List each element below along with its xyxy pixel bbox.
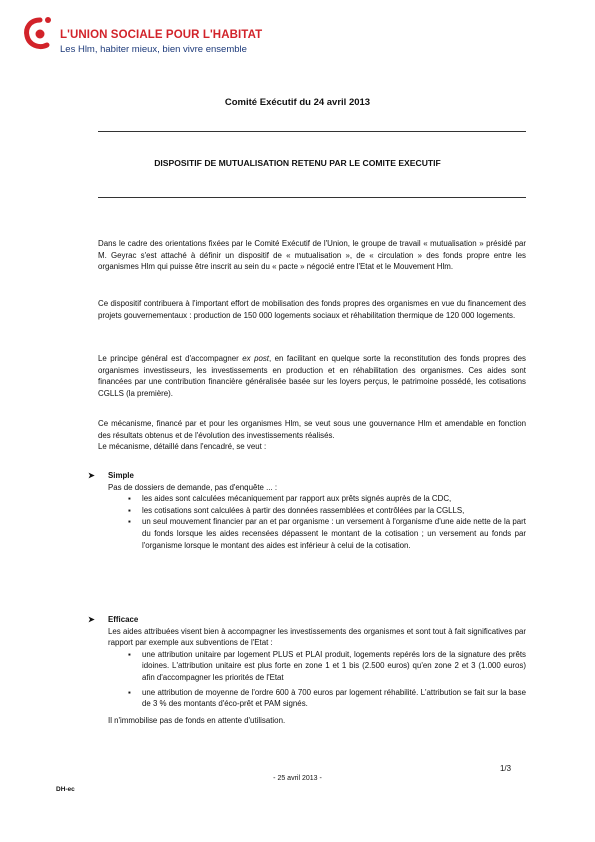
meeting-heading: Comité Exécutif du 24 avril 2013 xyxy=(224,97,371,108)
section-closing: Il n'immobilise pas de fonds en attente d'utilisation. xyxy=(108,715,286,725)
emphasis-text: ex post xyxy=(242,354,269,363)
union-logo-icon xyxy=(22,14,58,54)
paragraph-2 xyxy=(98,298,526,321)
document-title: DISPOSITIF DE MUTUALISATION RETENU PAR LE COMITE EXECUTIF xyxy=(154,158,441,168)
section-intro: Pas de dossiers de demande, pas d'enquête ... : xyxy=(108,482,278,492)
section-intro: Les aides attribuées visent bien à accompagner les investissements des organismes et sont tout à fait significatives par rapport par exemple aux subventions de l'Etat : xyxy=(108,626,526,648)
section-heading-text: Efficace xyxy=(108,615,139,624)
list-item-text: un seul mouvement financier par an et par organisme : un versement à l'organisme d'une aide nette de la part du fonds lorsque les aides recensées dépassent le montant de la cotisation ; un versement au fonds par l'organisme lorsque le montant des aides est inférieur à celui de la cotisation. xyxy=(142,517,526,550)
divider-top xyxy=(98,131,526,132)
paragraph-text: Ce dispositif contribuera à l'important effort de mobilisation des fonds propres des organismes en vue du financement des projets gouvernementaux : production de 150 000 logements sociaux et réhabilitation thermique de 120 000 logements. xyxy=(98,299,526,320)
list-item xyxy=(128,649,526,684)
footer-reference: DH-ec xyxy=(56,786,75,793)
list-item-text: une attribution de moyenne de l'ordre 600 à 700 euros par logement réhabilité. L'attribution se fait sur la base de 3 % des montants d'éco-prêt et PAM signés. xyxy=(142,687,526,709)
section-heading xyxy=(88,614,526,626)
paragraph-3 xyxy=(98,353,526,399)
list-item-text: les aides sont calculées mécaniquement par rapport aux prêts signés auprès de la CDC, xyxy=(142,494,452,504)
paragraph-text: Le mécanisme, détaillé dans l'encadré, se veut : xyxy=(98,442,267,452)
org-tagline: Les Hlm, habiter mieux, bien vivre ensemble xyxy=(60,44,247,55)
page-number: 1/3 xyxy=(500,764,511,773)
paragraph-text-start: Le principe général est d'accompagner xyxy=(98,354,243,363)
section-simple xyxy=(88,470,526,551)
paragraph-text: Ce mécanisme, financé par et pour les organismes Hlm, se veut sous une gouvernance Hlm et amendable en fonction des résultats obtenus et de l'évolution des investissements réalisés. xyxy=(98,419,526,440)
org-name: L'UNION SOCIALE POUR L'HABITAT xyxy=(60,29,263,41)
list-item-text: les cotisations sont calculées à partir des données rassemblées et contrôlées par la CGLLS, xyxy=(142,505,465,515)
list-item-text: une attribution unitaire par logement PLUS et PLAI produit, logements repérés lors de la signature des prêts idoines. L'attribution unitaire est plus forte en zone 1 et 1 bis (2.500 euros) qu'en zone 2 et 3 (1.000 euros) afin d'accompagner les priorités de l'Etat xyxy=(142,649,526,682)
paragraph-1 xyxy=(98,238,526,273)
divider-bottom xyxy=(98,197,526,198)
arrow-bullet-icon: ➤ xyxy=(88,615,95,624)
org-logo xyxy=(22,14,262,64)
paragraph-4 xyxy=(98,418,526,453)
paragraph-text: Dans le cadre des orientations fixées par le Comité Exécutif de l'Union, le groupe de travail « mutualisation » présidé par M. Geyrac s'est attaché à définir un dispositif de « mutualisation », de « circulation » des fonds propre entre les organismes Hlm qui puisse être inscrit au sein du « pacte » négocié entre l'Etat et le Mouvement Hlm. xyxy=(98,239,526,272)
square-bullet-icon: ▪ xyxy=(128,649,131,659)
square-bullet-icon: ▪ xyxy=(128,505,131,515)
list-item xyxy=(128,687,526,710)
footer-date: - 25 avril 2013 - xyxy=(273,775,322,782)
section-heading-text: Simple xyxy=(108,471,134,480)
square-bullet-icon: ▪ xyxy=(128,494,131,504)
section-efficace xyxy=(88,614,526,726)
square-bullet-icon: ▪ xyxy=(128,517,131,527)
arrow-bullet-icon: ➤ xyxy=(88,471,95,480)
list-item xyxy=(128,493,526,505)
section-heading xyxy=(88,470,526,482)
list-item xyxy=(128,516,526,551)
square-bullet-icon: ▪ xyxy=(128,687,131,697)
paragraph-text-end: , en facilitant en quelque sorte la reconstitution des fonds propres des organismes investisseurs, les investissements en production et en réhabilitation des organismes. Ces aides sont financées par une contribution financière généralisée basée sur les loyers perçus, le patrimoine possédé, les cotisations CGLLS (la première). xyxy=(98,354,526,398)
list-item xyxy=(128,505,526,517)
